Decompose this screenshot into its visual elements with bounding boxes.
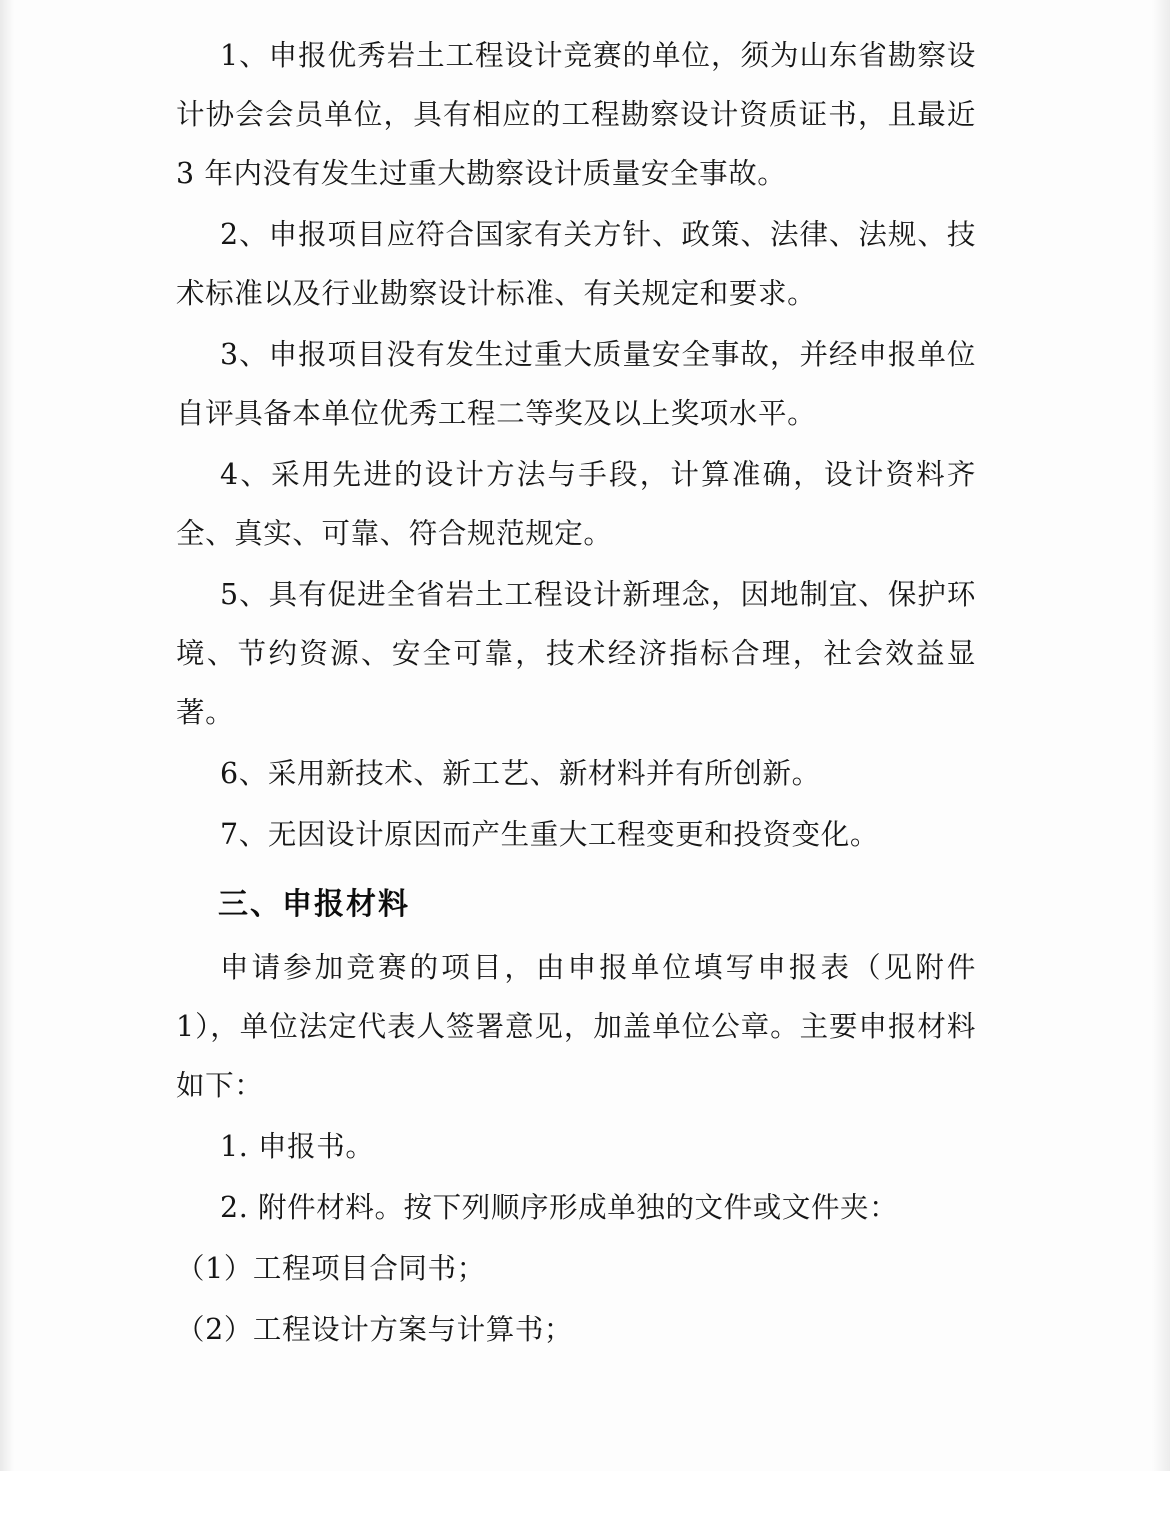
paragraph-item-4: 4、采用先进的设计方法与手段，计算准确，设计资料齐全、真实、可靠、符合规范规定。 [176, 458, 976, 550]
paragraph-materials-intro: 申请参加竞赛的项目，由申报单位填写申报表（见附件 1），单位法定代表人签署意见，加盖单位公章。主要申报材料如下： [176, 951, 976, 1102]
page-bottom-blank-area [176, 1361, 976, 1521]
section-heading-application-materials: 三、申报材料 [218, 887, 410, 922]
paragraph-materials-1: 1. 申报书。 [220, 1130, 375, 1163]
paragraph-item-3: 3、申报项目没有发生过重大质量安全事故，并经申报单位自评具备本单位优秀工程二等奖及以上奖项水平。 [176, 338, 976, 430]
paragraph-item-7: 7、无因设计原因而产生重大工程变更和投资变化。 [220, 818, 879, 851]
paragraph-item-5: 5、具有促进全省岩土工程设计新理念，因地制宜、保护环境、节约资源、安全可靠，技术经济指标合理，社会效益显著。 [176, 578, 976, 729]
paragraph-materials-2: 2. 附件材料。按下列顺序形成单独的文件或文件夹： [220, 1191, 899, 1224]
paragraph-item-6: 6、采用新技术、新工艺、新材料并有所创新。 [220, 757, 821, 790]
document-body [176, 26, 976, 1521]
paragraph-item-2: 2、申报项目应符合国家有关方针、政策、法律、法规、技术标准以及行业勘察设计标准、有关规定和要求。 [176, 218, 976, 310]
paragraph-materials-2-1: （1）工程项目合同书； [176, 1252, 486, 1285]
paragraph-item-1: 1、申报优秀岩土工程设计竞赛的单位，须为山东省勘察设计协会会员单位，具有相应的工程勘察设计资质证书，且最近 3 年内没有发生过重大勘察设计质量安全事故。 [176, 39, 976, 190]
paragraph-materials-2-2: （2）工程设计方案与计算书； [176, 1313, 574, 1346]
